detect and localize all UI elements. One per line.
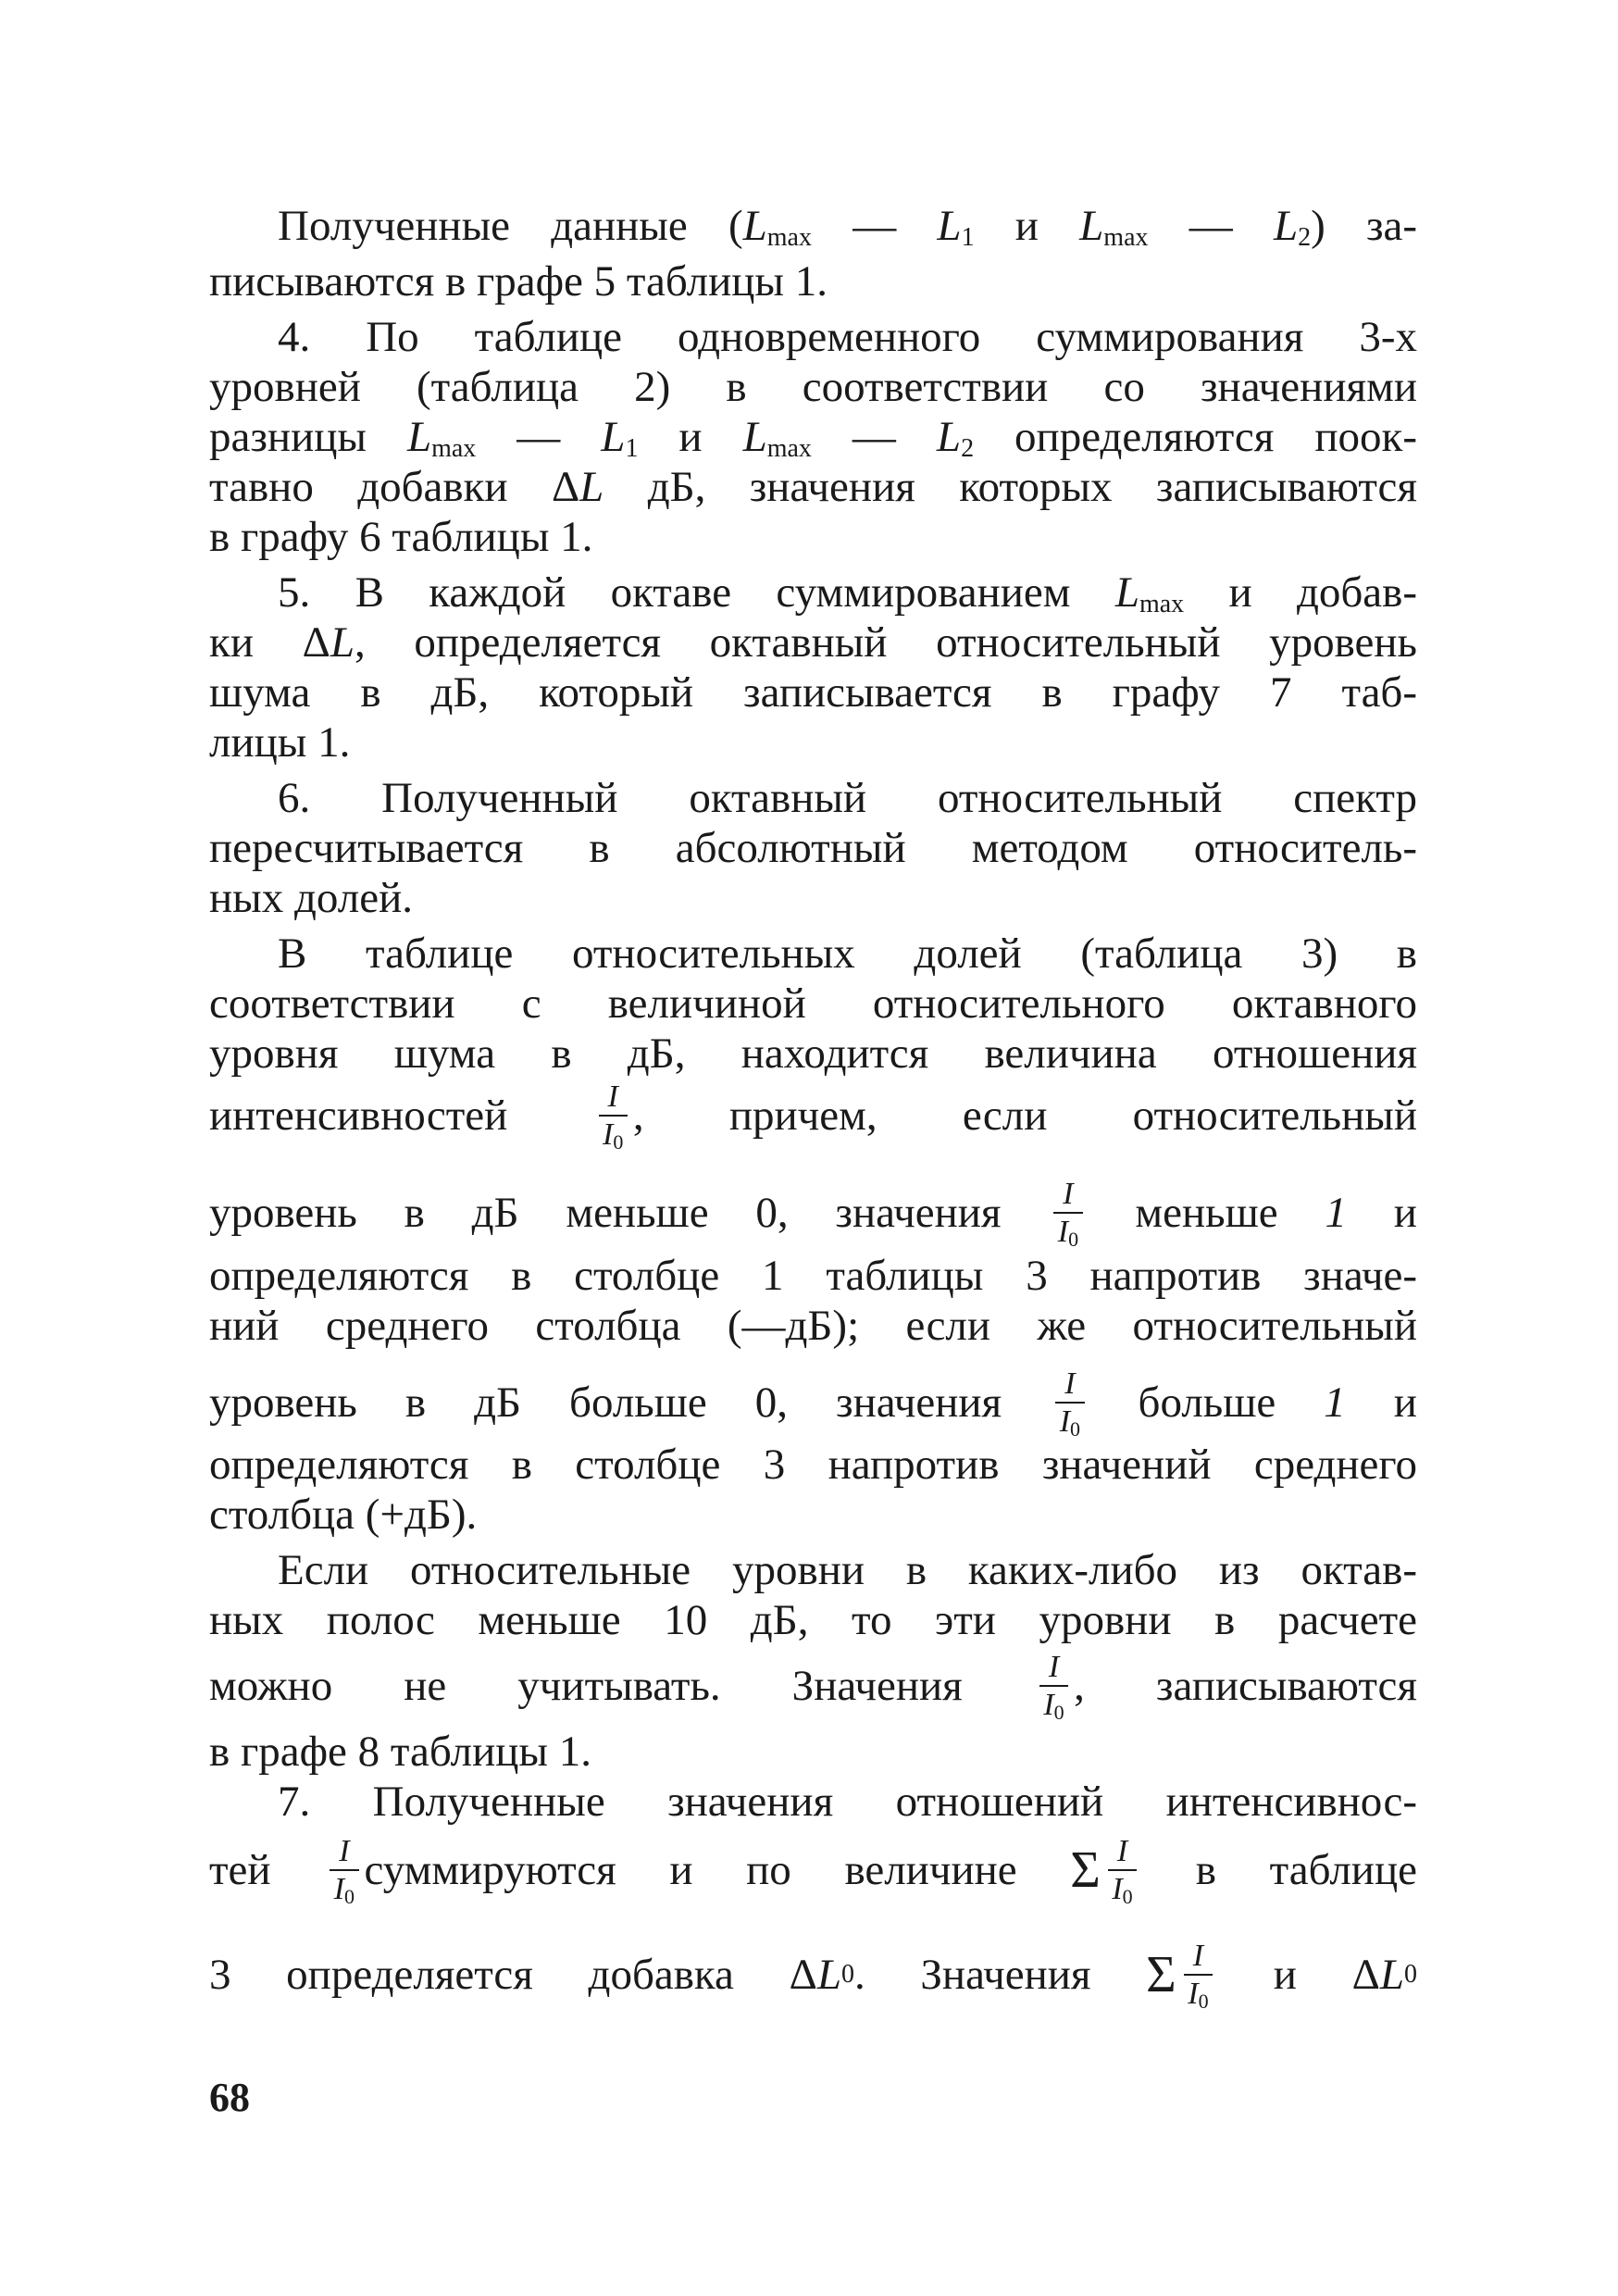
text-line: 6. Полученный октавный относительный спектр [278, 774, 1417, 822]
text-line: интенсивностей $\frac{I}{I_0}$ , причем, если относительный [209, 1079, 1417, 1154]
text-line: ки ΔL, определяется октавный относительный уровень [209, 618, 1417, 667]
text-line: пересчитывается в абсолютный методом относитель- [209, 824, 1417, 872]
text-line: ний среднего столбца (—дБ); если же относительный [209, 1302, 1417, 1350]
text-line: ных долей. [209, 874, 413, 922]
text-line: определяются в столбце 1 таблицы 3 напротив значе- [209, 1252, 1417, 1300]
text-line: ных полос меньше 10 дБ, то эти уровни в расчете [209, 1596, 1417, 1644]
text-line: 5. В каждой октаве суммированием $L_{max}$ и добав- [278, 568, 1418, 618]
text-line: в графу 6 таблицы 1. [209, 513, 593, 561]
text-line: уровень в дБ меньше 0, значения $\frac{I}{I_0}$ меньше 1 и [209, 1176, 1417, 1251]
text-line: соответствии с величиной относительного октавного [209, 980, 1417, 1028]
text-line: В таблице относительных долей (таблица 3) в [278, 930, 1417, 978]
text-line: Полученные данные ($L_{max}$ — $L_1$ и $L_{max}$ — $L_2$) за- [278, 202, 1418, 252]
text-line: уровень в дБ больше 0, значения $\frac{I}{I_0}$ больше 1 и [209, 1366, 1417, 1441]
text-line: разницы $L_{max}$ — $L_1$ и $L_{max}$ — $L_2$ определяются поок- [209, 413, 1418, 463]
text-line: определяются в столбце 3 напротив значений среднего [209, 1441, 1417, 1489]
text-line: Если относительные уровни в каких-либо из октав- [278, 1546, 1417, 1594]
page-number: 68 [209, 2075, 250, 2120]
text-line: 3 определяется добавка Δ L 0 . Значения Σ $\frac{I}{I_0}$ и Δ L 0 [209, 1938, 1417, 2013]
text-line: писываются в графе 5 таблицы 1. [209, 257, 828, 306]
text-line: 7. Полученные значения отношений интенсивнос- [278, 1778, 1417, 1826]
text-line: уровня шума в дБ, находится величина отношения [209, 1029, 1417, 1078]
text-line: шума в дБ, который записывается в графу 7 таб- [209, 668, 1417, 717]
text-line: уровней (таблица 2) в соответствии со значениями [209, 363, 1417, 411]
text-line: 4. По таблице одновременного суммирования 3-х [278, 313, 1417, 361]
text-line: можно не учитывать. Значения $\frac{I}{I_0}$ , записываются [209, 1649, 1417, 1724]
text-line: столбца (+дБ). [209, 1491, 478, 1539]
text-line: в графе 8 таблицы 1. [209, 1728, 591, 1776]
text-line: лицы 1. [209, 718, 351, 767]
text-line: тей $\frac{I}{I_0}$ суммируются и по величине Σ $\frac{I}{I_0}$ в таблице [209, 1833, 1417, 1908]
text-line: тавно добавки ΔL дБ, значения которых записываются [209, 463, 1417, 511]
